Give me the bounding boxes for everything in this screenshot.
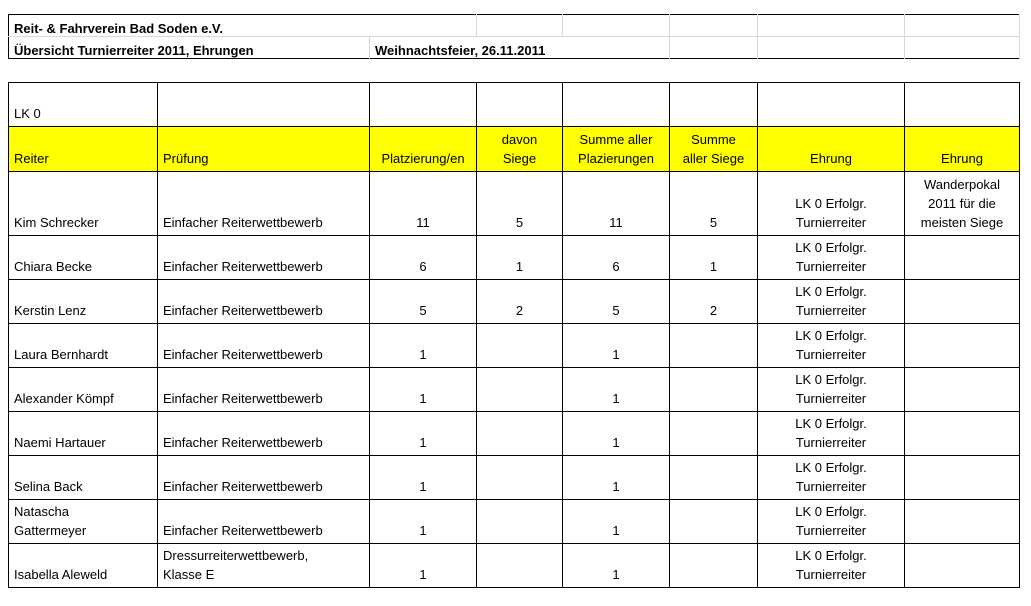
sum-wins: 1: [670, 236, 758, 280]
honor: LK 0 Erfolgr. Turnierreiter: [758, 280, 905, 324]
placings: 1: [370, 368, 477, 412]
sum-placings: 1: [563, 456, 670, 500]
competition: Einfacher Reiterwettbewerb: [158, 280, 370, 324]
placings: 1: [370, 500, 477, 544]
sum-wins: [670, 412, 758, 456]
placings: 11: [370, 172, 477, 236]
event-title: Weihnachtsfeier, 26.11.2011: [370, 37, 670, 59]
section-label: LK 0: [9, 83, 158, 127]
sum-wins: [670, 368, 758, 412]
sum-wins: [670, 544, 758, 588]
rider-name: Selina Back: [9, 456, 158, 500]
rider-name: Natascha Gattermeyer: [9, 500, 158, 544]
honor: LK 0 Erfolgr. Turnierreiter: [758, 456, 905, 500]
honor: LK 0 Erfolgr. Turnierreiter: [758, 324, 905, 368]
honor: LK 0 Erfolgr. Turnierreiter: [758, 412, 905, 456]
competition: Einfacher Reiterwettbewerb: [158, 456, 370, 500]
col-siege: davon Siege: [477, 127, 563, 172]
sum-wins: [670, 456, 758, 500]
placings: 1: [370, 456, 477, 500]
col-reiter: Reiter: [9, 127, 158, 172]
org-name: Reit- & Fahrverein Bad Soden e.V.: [9, 15, 477, 37]
placings: 1: [370, 412, 477, 456]
sum-placings: 11: [563, 172, 670, 236]
placings: 5: [370, 280, 477, 324]
honor: LK 0 Erfolgr. Turnierreiter: [758, 172, 905, 236]
sum-placings: 1: [563, 324, 670, 368]
rider-name: Laura Bernhardt: [9, 324, 158, 368]
competition: Einfacher Reiterwettbewerb: [158, 236, 370, 280]
honor-2: Wanderpokal 2011 für die meisten Siege: [905, 172, 1020, 236]
sum-placings: 1: [563, 500, 670, 544]
col-summe-siege: Summe aller Siege: [670, 127, 758, 172]
sum-placings: 5: [563, 280, 670, 324]
rider-name: Chiara Becke: [9, 236, 158, 280]
sum-placings: 1: [563, 544, 670, 588]
honor: LK 0 Erfolgr. Turnierreiter: [758, 544, 905, 588]
rider-name: Isabella Aleweld: [9, 544, 158, 588]
table-row: [9, 324, 1020, 368]
wins: [477, 368, 563, 412]
wins: [477, 544, 563, 588]
table-row: [9, 456, 1020, 500]
table-row: [9, 172, 1020, 236]
wins: 2: [477, 280, 563, 324]
rider-name: Naemi Hartauer: [9, 412, 158, 456]
wins: [477, 500, 563, 544]
rider-name: Kim Schrecker: [9, 172, 158, 236]
sum-placings: 1: [563, 368, 670, 412]
col-ehrung-2: Ehrung: [905, 127, 1020, 172]
placings: 1: [370, 324, 477, 368]
table-row: [9, 368, 1020, 412]
sheet-subtitle: Übersicht Turnierreiter 2011, Ehrungen: [9, 37, 370, 59]
table-header: [9, 127, 1020, 172]
col-platzierung: Platzierung/en: [370, 127, 477, 172]
competition: Einfacher Reiterwettbewerb: [158, 412, 370, 456]
honor: LK 0 Erfolgr. Turnierreiter: [758, 500, 905, 544]
col-ehrung: Ehrung: [758, 127, 905, 172]
competition: Einfacher Reiterwettbewerb: [158, 368, 370, 412]
wins: [477, 412, 563, 456]
col-summe-plazierungen: Summe aller Plazierungen: [563, 127, 670, 172]
table-row: [9, 236, 1020, 280]
sum-placings: 1: [563, 412, 670, 456]
riders-table: [8, 82, 1020, 588]
rider-name: Kerstin Lenz: [9, 280, 158, 324]
wins: 5: [477, 172, 563, 236]
competition: Dressurreiterwettbewerb, Klasse E: [158, 544, 370, 588]
placings: 6: [370, 236, 477, 280]
wins: 1: [477, 236, 563, 280]
header-block: [8, 14, 1020, 59]
table-row: [9, 544, 1020, 588]
honor: LK 0 Erfolgr. Turnierreiter: [758, 236, 905, 280]
sum-wins: 5: [670, 172, 758, 236]
wins: [477, 456, 563, 500]
wins: [477, 324, 563, 368]
table-row: [9, 500, 1020, 544]
table-row: [9, 280, 1020, 324]
sum-placings: 6: [563, 236, 670, 280]
competition: Einfacher Reiterwettbewerb: [158, 500, 370, 544]
honor: LK 0 Erfolgr. Turnierreiter: [758, 368, 905, 412]
sum-wins: [670, 500, 758, 544]
competition: Einfacher Reiterwettbewerb: [158, 324, 370, 368]
table-row: [9, 412, 1020, 456]
col-pruefung: Prüfung: [158, 127, 370, 172]
sum-wins: [670, 324, 758, 368]
placings: 1: [370, 544, 477, 588]
rider-name: Alexander Kömpf: [9, 368, 158, 412]
competition: Einfacher Reiterwettbewerb: [158, 172, 370, 236]
sum-wins: 2: [670, 280, 758, 324]
